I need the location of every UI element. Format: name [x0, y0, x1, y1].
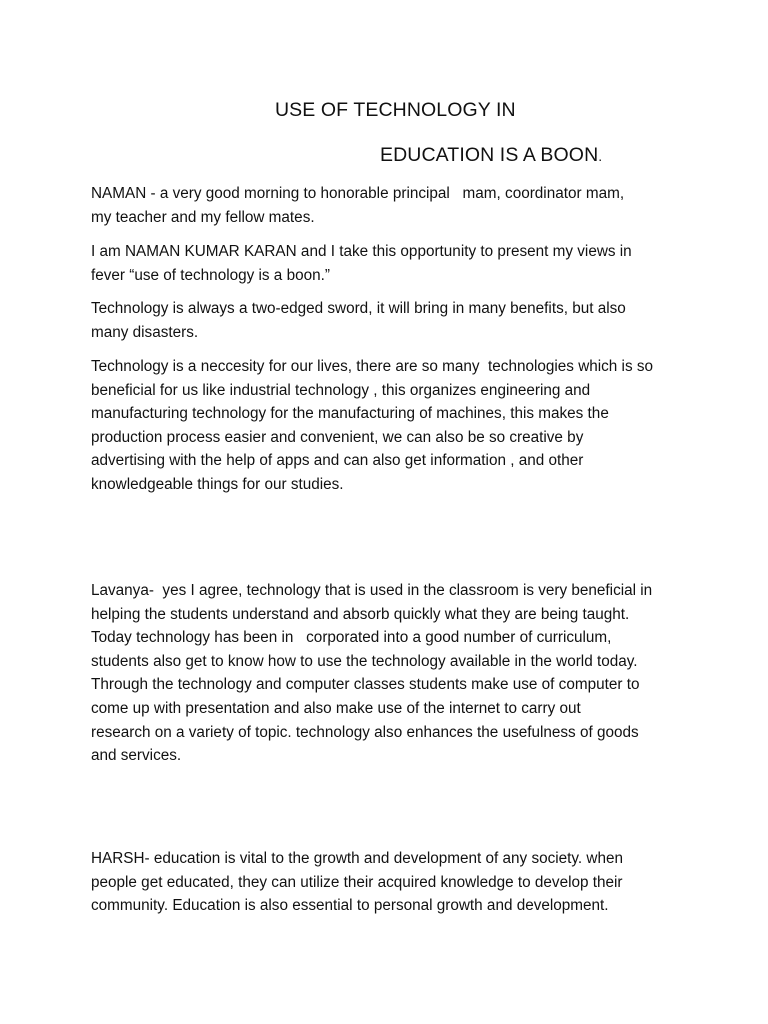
- paragraph-line: Through the technology and computer classes students make use of computer to: [91, 676, 640, 694]
- paragraph-line: production process easier and convenient, we can also be so creative by: [91, 428, 584, 446]
- paragraph-line: beneficial for us like industrial technology , this organizes engineering and: [91, 381, 591, 399]
- paragraph-line: community. Education is also essential to personal growth and development.: [91, 897, 609, 915]
- paragraph-line: HARSH- education is vital to the growth and development of any society. when: [91, 850, 623, 867]
- paragraph-line: Technology is a neccesity for our lives, there are so many technologies which is so: [91, 358, 654, 375]
- paragraph-line: research on a variety of topic. technology also enhances the usefulness of goods: [91, 723, 639, 741]
- document-title-line-1: USE OF TECHNOLOGY IN: [275, 99, 516, 121]
- paragraph-line: Today technology has been in corporated into a good number of curriculum,: [91, 629, 612, 647]
- paragraph-line: I am NAMAN KUMAR KARAN and I take this opportunity to present my views in: [91, 243, 632, 260]
- paragraph-line: Lavanya- yes I agree, technology that is used in the classroom is very beneficial in: [91, 582, 653, 599]
- document-title-period: .: [598, 148, 603, 164]
- paragraph-line: my teacher and my fellow mates.: [91, 208, 315, 226]
- paragraph-naman-intro: [91, 240, 691, 287]
- paragraph-line: helping the students understand and absorb quickly what they are being taught.: [91, 605, 630, 623]
- paragraph-two-edged-sword: [91, 297, 691, 344]
- paragraph-line: people get educated, they can utilize their acquired knowledge to develop their: [91, 873, 623, 891]
- paragraph-technology-necessity: [91, 355, 691, 497]
- paragraph-line: NAMAN - a very good morning to honorable principal mam, coordinator mam,: [91, 185, 625, 202]
- paragraph-naman-greeting: [91, 182, 691, 229]
- paragraph-line: knowledgeable things for our studies.: [91, 475, 344, 493]
- paragraph-line: come up with presentation and also make use of the internet to carry out: [91, 699, 581, 717]
- paragraph-lavanya: [91, 579, 691, 768]
- document-title-text: EDUCATION IS A BOON: [380, 144, 599, 166]
- paragraph-line: advertising with the help of apps and can also get information , and other: [91, 452, 584, 470]
- paragraph-harsh: [91, 847, 691, 918]
- paragraph-line: students also get to know how to use the technology available in the world today.: [91, 652, 638, 670]
- document-title-line-2: [380, 144, 602, 167]
- paragraph-line: fever “use of technology is a boon.”: [91, 266, 330, 284]
- paragraph-line: and services.: [91, 747, 182, 765]
- paragraph-line: many disasters.: [91, 323, 199, 341]
- paragraph-line: Technology is always a two-edged sword, it will bring in many benefits, but also: [91, 300, 626, 317]
- paragraph-line: manufacturing technology for the manufacturing of machines, this makes the: [91, 405, 609, 423]
